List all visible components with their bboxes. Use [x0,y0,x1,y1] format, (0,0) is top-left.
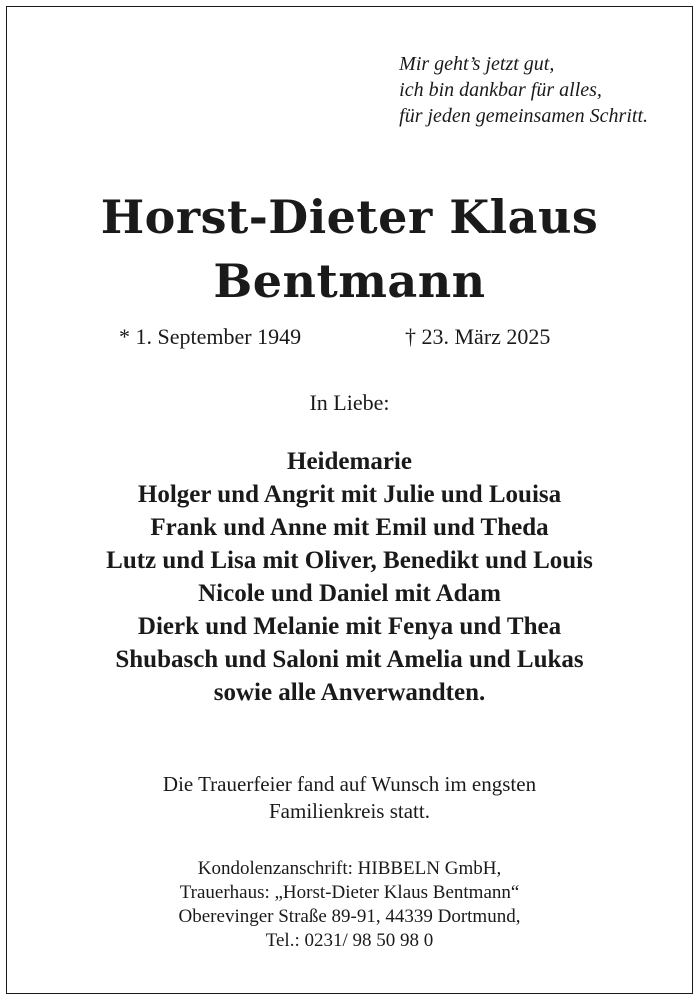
contact-line: Oberevinger Straße 89-91, 44339 Dortmund, [178,906,521,927]
mourner-line: sowie alle Anverwandten. [213,679,486,706]
memorial-poem [399,51,648,129]
contact-line: Trauerhaus: „Horst-Dieter Klaus Bentmann“ [179,882,520,903]
deceased-name [7,185,692,313]
deceased-name-line-2: Bentmann [213,254,486,308]
mourner-line: Holger und Angrit mit Julie und Louisa [137,481,562,508]
in-love-label: In Liebe: [309,390,390,415]
life-dates [7,323,692,351]
poem-line: ich bin dankbar für alles, [399,79,602,101]
ceremony-note [7,771,692,825]
obituary-notice [6,6,693,994]
mourner-line: Shubasch und Saloni mit Amelia und Lukas [115,646,584,673]
birth-date: * 1. September 1949 [119,324,302,349]
condolence-address [7,857,692,953]
poem-line: für jeden gemeinsamen Schritt. [399,105,648,127]
contact-line: Kondolenzanschrift: HIBBELN GmbH, [197,858,502,879]
mourner-line: Dierk und Melanie mit Fenya und Thea [137,613,562,640]
mourner-line: Lutz und Lisa mit Oliver, Benedikt und Louis [106,547,593,574]
ceremony-line: Familienkreis statt. [269,799,430,823]
deceased-name-line-1: Horst-Dieter Klaus [100,190,599,244]
mourner-line: Nicole und Daniel mit Adam [198,580,501,607]
death-date: † 23. März 2025 [405,324,551,349]
ceremony-line: Die Trauerfeier fand auf Wunsch im engsten [162,772,537,796]
mourner-line: Frank und Anne mit Emil und Theda [150,514,549,541]
contact-line: Tel.: 0231/ 98 50 98 0 [265,930,434,951]
mourners-list [7,445,692,709]
mourner-line: Heidemarie [287,448,412,475]
poem-line: Mir geht’s jetzt gut, [399,53,555,75]
